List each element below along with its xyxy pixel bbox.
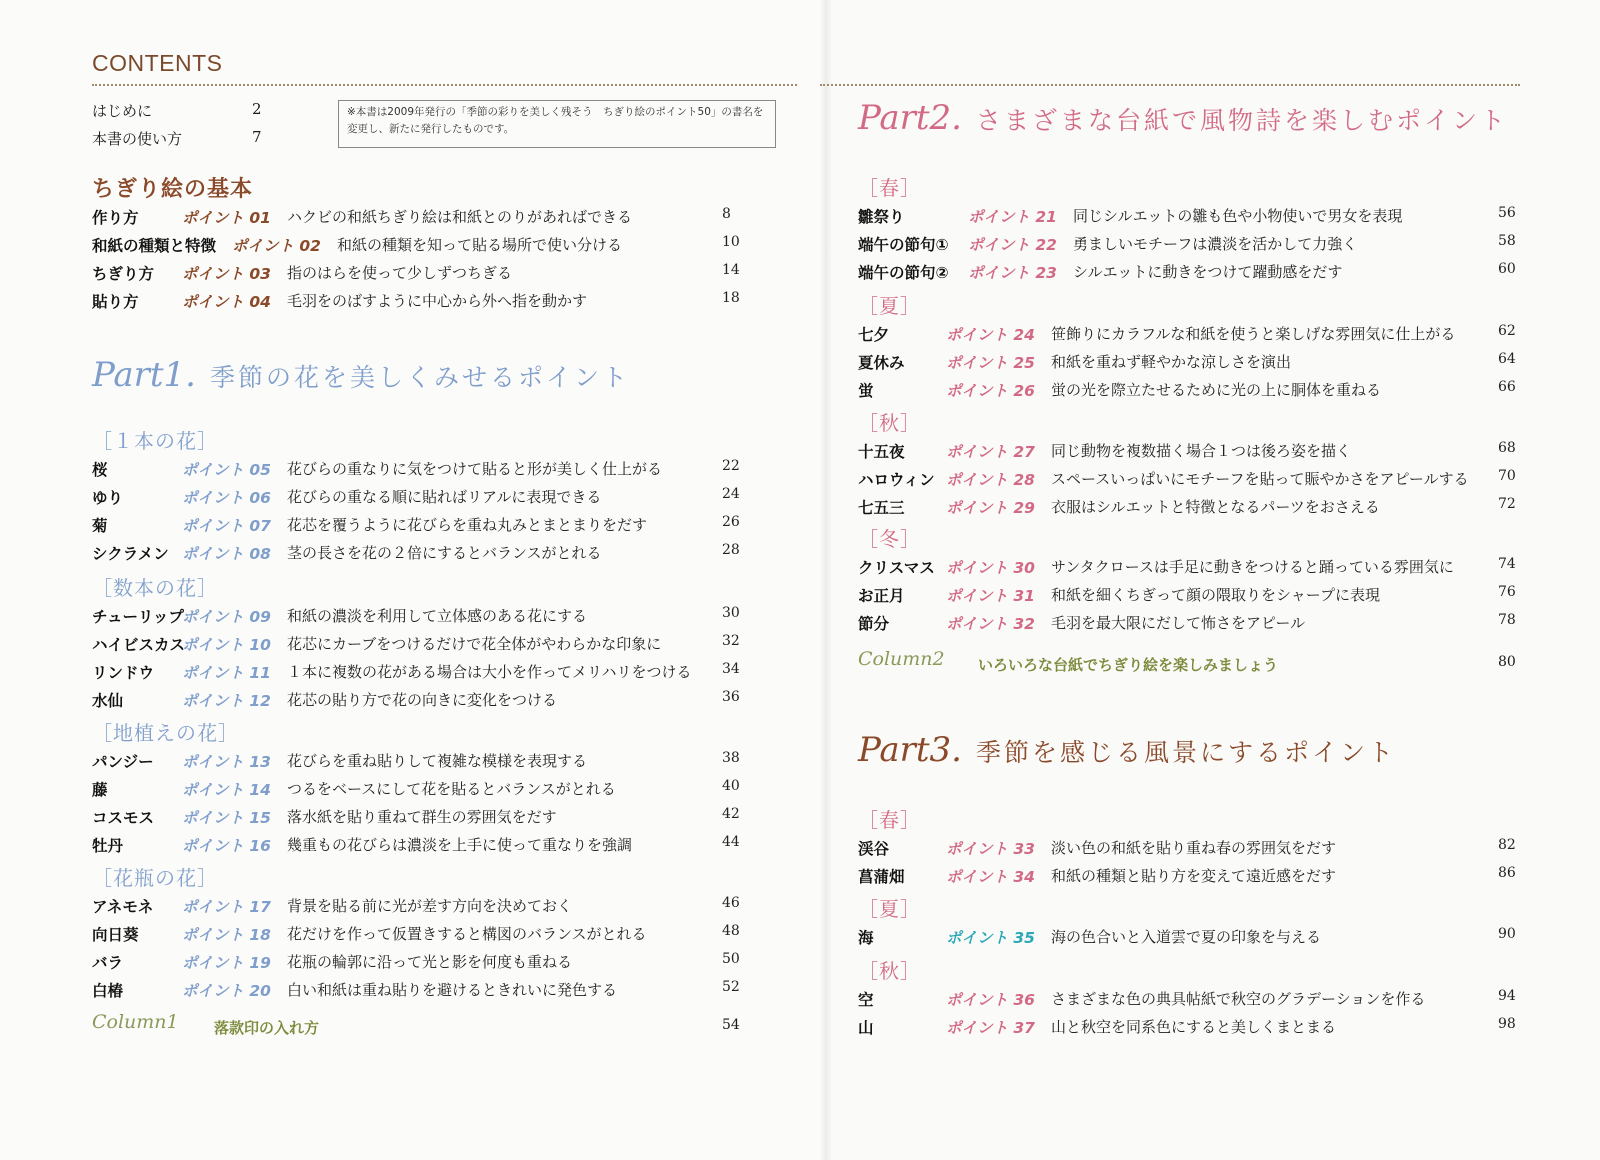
entry-description: スペースいっぱいにモチーフを貼って賑やかさをアピールする xyxy=(1051,470,1469,488)
entry-title: 端午の節句② xyxy=(858,264,949,282)
entry-point-number: ポイント 12 xyxy=(182,692,271,710)
entry-description: 衣服はシルエットと特徴となるパーツをおさえる xyxy=(1051,498,1380,516)
toc-entry[interactable] xyxy=(858,1016,1518,1042)
entry-page-number: 74 xyxy=(1498,556,1516,572)
entry-page-number: 46 xyxy=(722,895,740,911)
column-entry[interactable] xyxy=(858,648,1518,682)
toc-entry[interactable] xyxy=(92,778,742,804)
entry-point-number: ポイント 08 xyxy=(182,545,271,563)
entry-point-number: ポイント 28 xyxy=(946,471,1035,489)
entry-point-number: ポイント 26 xyxy=(946,382,1035,400)
entry-description: シルエットに動きをつけて躍動感をだす xyxy=(1073,263,1343,281)
entry-point-number: ポイント 06 xyxy=(182,489,271,507)
entry-title: 向日葵 xyxy=(92,926,139,944)
entry-page-number: 98 xyxy=(1498,1016,1516,1032)
subsection-heading: ［１本の花］ xyxy=(92,429,218,453)
entry-title: 端午の節句① xyxy=(858,236,949,254)
subsection-heading: ［冬］ xyxy=(858,527,921,551)
entry-page-number: 86 xyxy=(1498,865,1516,881)
entry-page-number: 60 xyxy=(1498,261,1516,277)
entry-page-number: 78 xyxy=(1498,612,1516,628)
toc-entry[interactable] xyxy=(858,261,1518,287)
entry-description: サンタクロースは手足に動きをつけると踊っている雰囲気に xyxy=(1051,558,1454,576)
entry-description: つるをベースにして花を貼るとバランスがとれる xyxy=(287,780,616,798)
toc-entry[interactable] xyxy=(92,633,742,659)
part2-heading-title: さまざまな台紙で風物詩を楽しむポイント xyxy=(975,106,1508,135)
entry-description: 笹飾りにカラフルな和紙を使うと楽しげな雰囲気に仕上がる xyxy=(1051,325,1456,343)
toc-entry[interactable] xyxy=(92,542,742,568)
entry-description: １本に複数の花がある場合は大小を作ってメリハリをつける xyxy=(287,663,692,681)
entry-description: 和紙の種類を知って貼る場所で使い分ける xyxy=(337,236,623,254)
entry-page-number: 58 xyxy=(1498,233,1516,249)
entry-description: 和紙を重ねず軽やかな涼しさを演出 xyxy=(1051,353,1292,371)
entry-description: 海の色合いと入道雲で夏の印象を与える xyxy=(1051,928,1322,946)
entry-page-number: 24 xyxy=(722,486,740,502)
column-label: Column2 xyxy=(858,648,945,670)
part1-heading-title: 季節の花を美しくみせるポイント xyxy=(209,363,630,392)
entry-description: ハクビの和紙ちぎり絵は和紙とのりがあればできる xyxy=(287,208,633,226)
entry-title: 雛祭り xyxy=(858,208,905,226)
book-gutter xyxy=(820,0,832,1160)
toc-entry[interactable] xyxy=(92,895,742,921)
entry-page-number: 76 xyxy=(1498,584,1516,600)
entry-title: 節分 xyxy=(858,615,890,633)
entry-point-number: ポイント 10 xyxy=(182,636,271,654)
toc-entry[interactable] xyxy=(92,834,742,860)
entry-point-number: ポイント 14 xyxy=(182,781,271,799)
entry-page-number: 42 xyxy=(722,806,740,822)
toc-entry[interactable] xyxy=(92,206,742,232)
entry-description: 花だけを作って仮置きすると構図のバランスがとれる xyxy=(287,925,647,943)
entry-page-number: 72 xyxy=(1498,496,1516,512)
entry-point-number: ポイント 01 xyxy=(182,209,271,227)
part1-heading xyxy=(92,355,630,395)
part2-heading-number: Part2. xyxy=(858,98,962,138)
entry-point-number: ポイント 31 xyxy=(946,587,1035,605)
toc-entry[interactable] xyxy=(858,837,1518,863)
entry-point-number: ポイント 30 xyxy=(946,559,1035,577)
toc-entry[interactable] xyxy=(858,468,1518,494)
toc-entry[interactable] xyxy=(92,290,742,316)
entry-point-number: ポイント 27 xyxy=(946,443,1035,461)
toc-entry[interactable] xyxy=(92,979,742,1005)
header-dotted-rule-left xyxy=(92,84,797,86)
entry-title: 和紙の種類と特徴 xyxy=(92,237,217,255)
entry-page-number: 44 xyxy=(722,834,740,850)
entry-point-number: ポイント 13 xyxy=(182,753,271,771)
toc-entry[interactable] xyxy=(858,379,1518,405)
entry-point-number: ポイント 05 xyxy=(182,461,271,479)
entry-title: ゆり xyxy=(92,489,124,507)
toc-entry[interactable] xyxy=(92,951,742,977)
entry-point-number: ポイント 09 xyxy=(182,608,271,626)
entry-title: 十五夜 xyxy=(858,443,905,461)
entry-description: 花瓶の輪郭に沿って光と影を何度も重ねる xyxy=(287,953,573,971)
entry-description: 淡い色の和紙を貼り重ね春の雰囲気をだす xyxy=(1051,839,1337,857)
entry-page-number: 56 xyxy=(1498,205,1516,221)
toc-entry[interactable] xyxy=(858,926,1518,952)
entry-title: クリスマス xyxy=(858,559,935,577)
entry-page-number: 82 xyxy=(1498,837,1516,853)
toc-entry[interactable] xyxy=(92,458,742,484)
subsection-heading: ［夏］ xyxy=(858,294,921,318)
entry-title: シクラメン xyxy=(92,545,169,563)
basics-heading: ちぎり絵の基本 xyxy=(92,177,254,202)
entry-title: 空 xyxy=(858,991,874,1009)
entry-title: 七夕 xyxy=(858,326,890,344)
toc-entry[interactable] xyxy=(92,514,742,540)
entry-description: 幾重もの花びらは濃淡を上手に使って重なりを強調 xyxy=(287,836,633,854)
entry-description: さまざまな色の典具帖紙で秋空のグラデーションを作る xyxy=(1051,990,1426,1008)
subsection-heading: ［数本の花］ xyxy=(92,576,218,600)
entry-point-number: ポイント 15 xyxy=(182,809,271,827)
toc-entry[interactable] xyxy=(858,233,1518,259)
entry-page-number: 90 xyxy=(1498,926,1516,942)
entry-title: バラ xyxy=(92,954,124,972)
toc-entry[interactable] xyxy=(858,440,1518,466)
entry-point-number: ポイント 07 xyxy=(182,517,271,535)
entry-point-number: ポイント 17 xyxy=(182,898,271,916)
entry-page-number: 34 xyxy=(722,661,740,677)
entry-description: 落水紙を貼り重ねて群生の雰囲気をだす xyxy=(287,808,557,826)
entry-description: 勇ましいモチーフは濃淡を活かして力強く xyxy=(1073,235,1358,253)
intro-label-hajimeni[interactable]: はじめに xyxy=(92,102,153,120)
entry-description: 花芯にカーブをつけるだけで花全体がやわらかな印象に xyxy=(287,635,662,653)
entry-description: 和紙を細くちぎって顔の隈取りをシャープに表現 xyxy=(1051,586,1380,604)
entry-page-number: 68 xyxy=(1498,440,1516,456)
entry-title: 渓谷 xyxy=(858,840,890,858)
toc-entry[interactable] xyxy=(92,486,742,512)
entry-page-number: 50 xyxy=(722,951,740,967)
entry-description: 毛羽を最大限にだして怖さをアピール xyxy=(1051,614,1306,632)
toc-entry[interactable] xyxy=(858,351,1518,377)
entry-page-number: 66 xyxy=(1498,379,1516,395)
subsection-heading: ［春］ xyxy=(858,176,921,200)
entry-title: 貼り方 xyxy=(92,293,139,311)
entry-point-number: ポイント 32 xyxy=(946,615,1035,633)
entry-description: 指のはらを使って少しずつちぎる xyxy=(287,264,513,282)
entry-page-number: 94 xyxy=(1498,988,1516,1004)
entry-point-number: ポイント 19 xyxy=(182,954,271,972)
toc-entry[interactable] xyxy=(858,205,1518,231)
entry-page-number: 14 xyxy=(722,262,740,278)
entry-point-number: ポイント 21 xyxy=(968,208,1057,226)
entry-description: 花びらの重なる順に貼ればリアルに表現できる xyxy=(287,488,602,506)
entry-title: 白椿 xyxy=(92,982,124,1000)
part3-heading-title: 季節を感じる風景にするポイント xyxy=(975,738,1396,767)
entry-description: 毛羽をのばすように中心から外へ指を動かす xyxy=(287,292,588,310)
toc-entry[interactable] xyxy=(858,612,1518,638)
subsection-heading: ［地植えの花］ xyxy=(92,721,239,745)
entry-description: 花びらの重なりに気をつけて貼ると形が美しく仕上がる xyxy=(287,460,663,478)
entry-description: 白い和紙は重ね貼りを避けるときれいに発色する xyxy=(287,981,618,999)
intro-page-howto: 7 xyxy=(252,128,262,146)
entry-page-number: 38 xyxy=(722,750,740,766)
entry-description: 花芯を覆うように花びらを重ね丸みとまとまりをだす xyxy=(287,516,648,534)
entry-title: アネモネ xyxy=(92,898,154,916)
entry-page-number: 48 xyxy=(722,923,740,939)
contents-title: CONTENTS xyxy=(92,50,223,76)
entry-page-number: 52 xyxy=(722,979,740,995)
entry-page-number: 30 xyxy=(722,605,740,621)
toc-entry[interactable] xyxy=(92,234,742,260)
subsection-heading: ［春］ xyxy=(858,808,921,832)
entry-page-number: 36 xyxy=(722,689,740,705)
entry-description: 背景を貼る前に光が差す方向を決めておく xyxy=(287,897,573,915)
entry-page-number: 70 xyxy=(1498,468,1516,484)
entry-page-number: 62 xyxy=(1498,323,1516,339)
toc-entry[interactable] xyxy=(858,496,1518,522)
entry-point-number: ポイント 16 xyxy=(182,837,271,855)
entry-description: 同じシルエットの雛も色や小物使いで男女を表現 xyxy=(1073,207,1403,225)
entry-title: 藤 xyxy=(92,781,108,799)
entry-description: 和紙の濃淡を利用して立体感のある花にする xyxy=(287,607,588,625)
intro-page-hajimeni: 2 xyxy=(252,100,262,118)
entry-title: 夏休み xyxy=(858,354,905,372)
toc-entry[interactable] xyxy=(92,689,742,715)
column-label: Column1 xyxy=(92,1011,179,1033)
column-entry[interactable] xyxy=(92,1011,742,1045)
entry-page-number: 18 xyxy=(722,290,740,306)
toc-entry[interactable] xyxy=(858,584,1518,610)
column-title: 落款印の入れ方 xyxy=(214,1019,320,1037)
entry-point-number: ポイント 37 xyxy=(946,1019,1035,1037)
entry-page-number: 64 xyxy=(1498,351,1516,367)
entry-page-number: 28 xyxy=(722,542,740,558)
entry-page-number: 8 xyxy=(722,206,731,222)
entry-point-number: ポイント 34 xyxy=(946,868,1035,886)
entry-description: 蛍の光を際立たせるために光の上に胴体を重ねる xyxy=(1051,381,1382,399)
entry-point-number: ポイント 25 xyxy=(946,354,1035,372)
entry-point-number: ポイント 24 xyxy=(946,326,1035,344)
entry-point-number: ポイント 18 xyxy=(182,926,271,944)
toc-entry[interactable] xyxy=(858,988,1518,1014)
entry-point-number: ポイント 23 xyxy=(968,264,1057,282)
entry-title: 七五三 xyxy=(858,499,905,517)
entry-point-number: ポイント 33 xyxy=(946,840,1035,858)
entry-point-number: ポイント 22 xyxy=(968,236,1057,254)
entry-title: 水仙 xyxy=(92,692,124,710)
toc-entry[interactable] xyxy=(858,865,1518,891)
part3-heading-number: Part3. xyxy=(858,730,962,770)
toc-entry[interactable] xyxy=(92,923,742,949)
publication-note: ※本書は2009年発行の「季節の彩りを美しく残そう ちぎり絵のポイント50」の書名を変更し、新たに発行したものです。 xyxy=(338,100,776,148)
entry-page-number: 22 xyxy=(722,458,740,474)
entry-title: コスモス xyxy=(92,809,155,827)
entry-title: ハロウィン xyxy=(858,471,935,489)
entry-title: 菊 xyxy=(92,517,108,535)
entry-title: パンジー xyxy=(92,753,154,771)
entry-description: 花芯の貼り方で花の向きに変化をつける xyxy=(287,691,558,709)
entry-point-number: ポイント 29 xyxy=(946,499,1035,517)
intro-label-howto[interactable]: 本書の使い方 xyxy=(92,130,183,148)
header-dotted-rule-right xyxy=(820,84,1520,86)
entry-description: 花びらを重ね貼りして複雑な模様を表現する xyxy=(287,752,588,770)
entry-title: 山 xyxy=(858,1019,874,1037)
entry-title: 蛍 xyxy=(858,382,874,400)
entry-title: チューリップ xyxy=(92,608,184,626)
part2-heading xyxy=(858,98,1508,138)
toc-entry[interactable] xyxy=(92,806,742,832)
subsection-heading: ［花瓶の花］ xyxy=(92,866,218,890)
entry-description: 茎の長さを花の２倍にするとバランスがとれる xyxy=(287,544,602,562)
toc-entry[interactable] xyxy=(858,323,1518,349)
entry-point-number: ポイント 04 xyxy=(182,293,271,311)
entry-point-number: ポイント 35 xyxy=(946,929,1035,947)
entry-point-number: ポイント 20 xyxy=(182,982,271,1000)
toc-entry[interactable] xyxy=(858,556,1518,582)
entry-page-number: 26 xyxy=(722,514,740,530)
entry-title: リンドウ xyxy=(92,664,155,682)
entry-title: お正月 xyxy=(858,587,905,605)
entry-title: 菖蒲畑 xyxy=(858,868,905,886)
part3-heading xyxy=(858,730,1396,770)
part1-heading-number: Part1. xyxy=(92,355,196,395)
entry-point-number: ポイント 36 xyxy=(946,991,1035,1009)
toc-entry[interactable] xyxy=(92,262,742,288)
subsection-heading: ［夏］ xyxy=(858,897,921,921)
toc-entry[interactable] xyxy=(92,605,742,631)
entry-description: 山と秋空を同系色にすると美しくまとまる xyxy=(1051,1018,1337,1036)
entry-description: 和紙の種類と貼り方を変えて遠近感をだす xyxy=(1051,867,1337,885)
entry-point-number: ポイント 11 xyxy=(182,664,271,682)
column-page-number: 54 xyxy=(722,1017,740,1033)
entry-point-number: ポイント 02 xyxy=(232,237,321,255)
entry-point-number: ポイント 03 xyxy=(182,265,271,283)
subsection-heading: ［秋］ xyxy=(858,411,921,435)
entry-title: 桜 xyxy=(92,461,108,479)
entry-page-number: 40 xyxy=(722,778,740,794)
entry-description: 同じ動物を複数描く場合１つは後ろ姿を描く xyxy=(1051,442,1352,460)
toc-entry[interactable] xyxy=(92,750,742,776)
entry-page-number: 10 xyxy=(722,234,740,250)
entry-page-number: 32 xyxy=(722,633,740,649)
subsection-heading: ［秋］ xyxy=(858,959,921,983)
entry-title: 作り方 xyxy=(92,209,139,227)
entry-title: 海 xyxy=(858,929,874,947)
entry-title: ハイビスカス xyxy=(92,636,186,654)
toc-entry[interactable] xyxy=(92,661,742,687)
column-title: いろいろな台紙でちぎり絵を楽しみましょう xyxy=(978,656,1279,674)
column-page-number: 80 xyxy=(1498,654,1516,670)
entry-title: ちぎり方 xyxy=(92,265,155,283)
entry-title: 牡丹 xyxy=(92,837,124,855)
